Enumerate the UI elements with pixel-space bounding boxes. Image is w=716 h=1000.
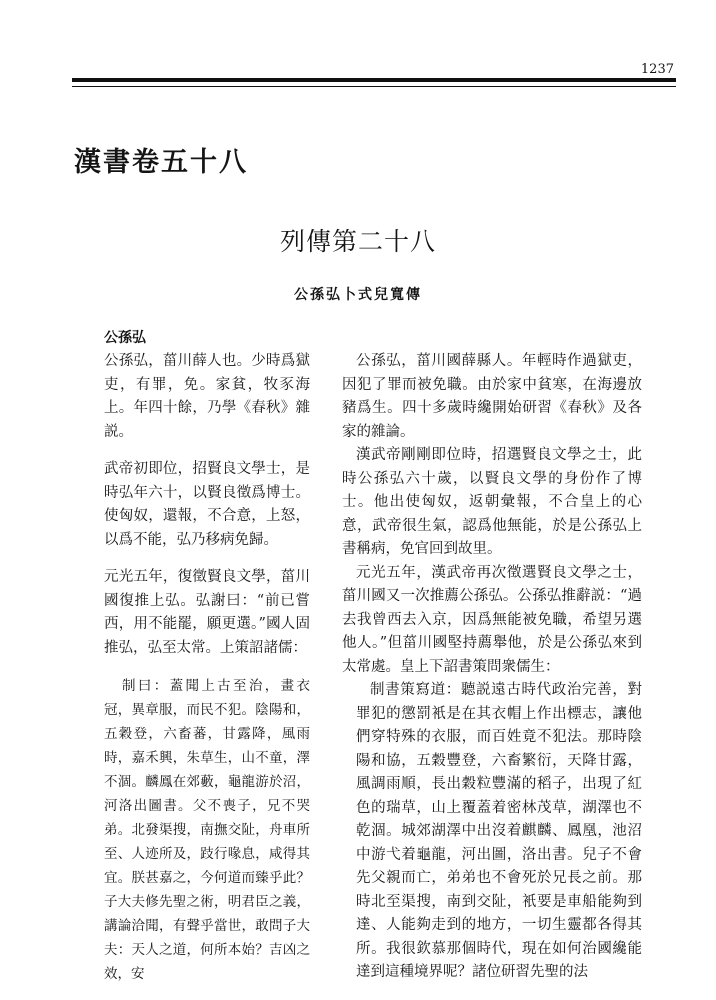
classical-text-column xyxy=(104,350,310,1000)
classical-decree-paragraph: 制曰：蓋聞上古至治，畫衣冠，異章服，而民不犯。陰陽和，五穀登，六畜蕃，甘露降，風雨時，嘉禾興，朱草生，山不童，澤不涸。麟鳳在郊藪，龜龍游於沼，河洛出圖書。父不喪子，兄不哭弟。北發渠搜，南撫交阯，舟車所至、人迹所及，跂行喙息，咸得其宜。朕甚嘉之，今何道而臻乎此？子大夫修先聖之術，明君臣之義，講論洽聞，有聲乎當世，敢問子大夫：天人之道，何所本始？吉凶之效，安 xyxy=(104,678,310,982)
translation-decree-paragraph: 制書策寫道：聽説遠古時代政治完善，對罪犯的懲罰衹是在其衣帽上作出標志，讓他們穿特殊的衣服，而百姓竟不犯法。那時陰陽和協，五穀豐登，六畜繁衍，天降甘露，風調雨順，長出穀粒豐滿的稻子，出現了紅色的瑞草，山上覆蓋着密林茂草，湖澤也不乾涸。城郊湖澤中出沒着麒麟、鳳凰，池沼中游弋着龜龍，河出圖，洛出書。兒子不會先父親而亡，弟弟也不會死於兄長之前。那時北至渠搜，南到交阯，衹要是車船能夠到達、人能夠走到的地方，一切生靈都各得其所。我很欽慕那個時代，現在如何治國纔能達到這種境界呢？諸位研習先聖的法 xyxy=(356,682,642,980)
classical-paragraph: 元光五年，復徵賢良文學，菑川國復推上弘。弘謝曰：“前已嘗西，用不能罷，願更選。”國人固推弘，弘至太常。上策詔諸儒： xyxy=(104,569,310,656)
book-title: 漢書卷五十八 xyxy=(74,147,248,178)
section-heading: 公孫弘 xyxy=(104,330,146,346)
header-rule-thin xyxy=(72,86,676,87)
chapter-subtitle: 公孫弘卜式兒寬傳 xyxy=(294,287,422,303)
classical-paragraph: 公孫弘，菑川薛人也。少時爲獄吏，有罪，免。家貧，牧豕海上。年四十餘，乃學《春秋》雜説。 xyxy=(104,353,310,440)
header-rule-thick xyxy=(72,78,676,82)
classical-paragraph: 武帝初即位，招賢良文學士，是時弘年六十，以賢良徵爲博士。使匈奴，還報，不合意，上怒，以爲不能，弘乃移病免歸。 xyxy=(104,461,310,548)
chapter-title: 列傳第二十八 xyxy=(279,227,436,256)
page-number: 1237 xyxy=(640,62,674,77)
translation-paragraph: 漢武帝剛剛即位時，招選賢良文學之士，此時公孫弘六十歲，以賢良文學的身份作了博士。他出使匈奴，返朝彙報，不合皇上的心意，武帝很生氣，認爲他無能，於是公孫弘上書稱病，免官回到故里。 xyxy=(342,447,642,557)
translation-paragraph: 公孫弘，菑川國薛縣人。年輕時作過獄吏，因犯了罪而被免職。由於家中貧寒，在海邊放豬爲生。四十多歲時纔開始研習《春秋》及各家的雜論。 xyxy=(342,353,642,440)
translation-paragraph: 元光五年，漢武帝再次徵選賢良文學之士，菑川國又一次推薦公孫弘。公孫弘推辭説：“過去我曾西去入京，因爲無能被免職，希望另選他人。”但菑川國堅持薦舉他，於是公孫弘來到太常處。皇上下詔書策問衆儒生： xyxy=(342,564,642,675)
translation-column xyxy=(342,350,642,985)
